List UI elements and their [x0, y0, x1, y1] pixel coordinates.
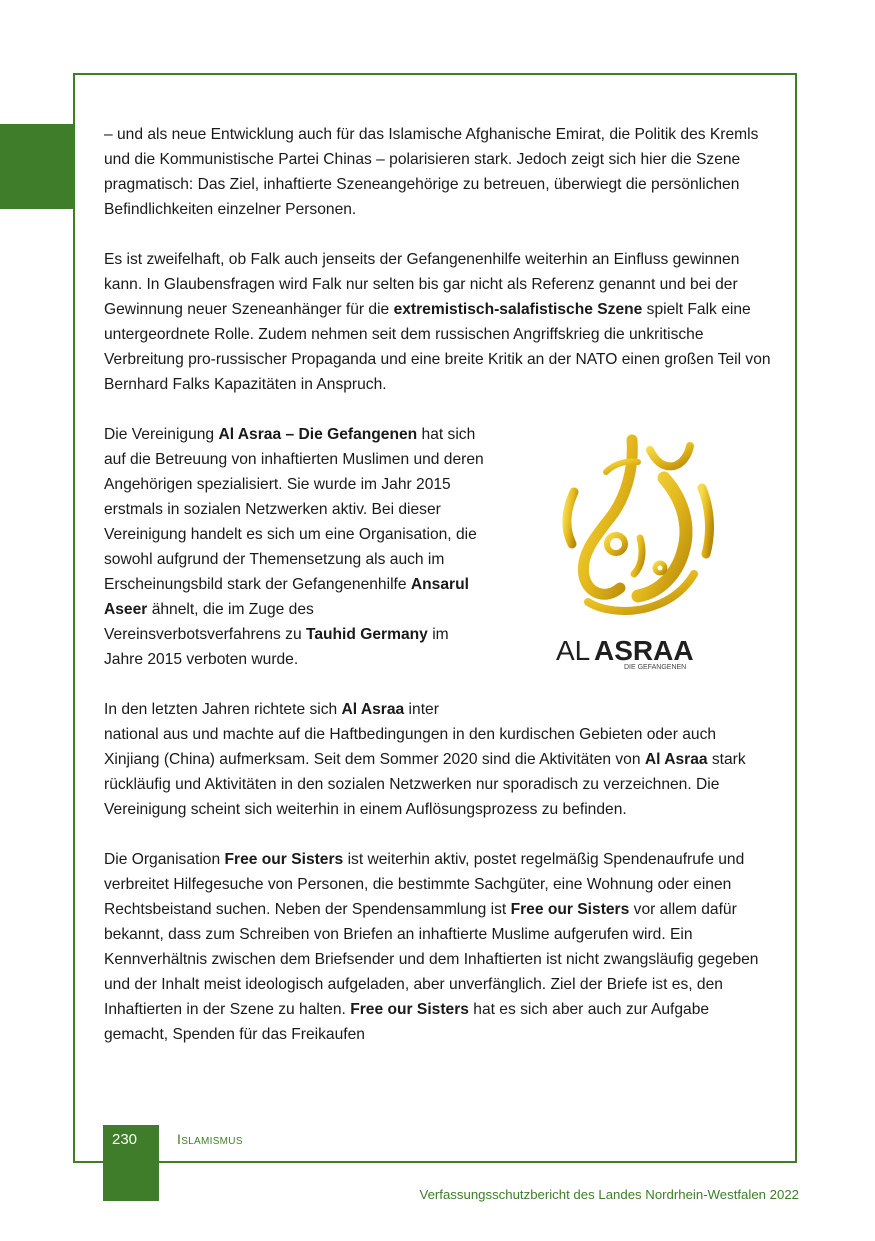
al-asraa-logo-graphic: [514, 428, 746, 680]
logo-text-bold: ASRAA: [594, 635, 694, 666]
logo-subtitle: DIE GEFANGENEN: [624, 664, 687, 671]
page-number: 230: [103, 1125, 159, 1201]
paragraph-5: Die Organisation Free our Sisters ist weiterhin aktiv, postet regelmäßig Spendenaufrufe und verbreitet Hilfegesuche von Personen, die bestimmte Sachgüter, eine Wohnung oder einen Rechtsbeistand suchen. Neben der Spendensammlung ist Free our Sisters vor allem dafür bekannt, dass zum Schreiben von Briefen an inhaftierte Muslime aufgerufen wird. Ein Kennverhältnis zwischen dem Briefsender und dem Inhaftierten ist nicht zwangsläufig gegeben und der Inhalt meist ideologisch aufgeladen, aber unverfänglich. Ziel der Briefe ist es, den Inhaftierten in der Szene zu halten. Free our Sisters hat es sich aber auch zur Aufgabe gemacht, Spenden für das Freikaufen: [104, 851, 759, 1043]
chapter-tab: [0, 124, 75, 209]
section-title: Islamismus: [177, 1131, 243, 1147]
paragraph-4: In den letzten Jahren richtete sich Al Asraa inter national aus und machte auf die Haftbedingungen in den kurdischen Gebieten oder auch Xinjiang (China) aufmerksam. Seit dem Sommer 2020 sind die Aktivitäten von Al Asraa stark rückläufig und Aktivitäten in den sozialen Netzwerken nur sporadisch zu verzeichnen. Die Vereinigung scheint sich weiterhin in einem Auflösungsprozess zu befinden.: [104, 701, 746, 818]
logo-text-light: AL: [556, 635, 591, 666]
paragraph-2: Es ist zweifelhaft, ob Falk auch jenseits der Gefangenenhilfe weiterhin an Einfluss gewinnen kann. In Glaubensfragen wird Falk nur selten bis gar nicht als Referenz genannt und bei der Gewinnung neuer Szeneanhänger für die extremistisch-salafistische Szene spielt Falk eine untergeordnete Rolle. Zudem nehmen seit dem russischen Angriffskrieg die unkritische Verbreitung pro-russischer Propaganda und eine breite Kritik an der NATO einen großen Teil von Bernhard Falks Kapazitäten in Anspruch.: [104, 251, 771, 393]
calligraphy-emblem: [567, 440, 710, 611]
paragraph-1: – und als neue Entwicklung auch für das Islamische Afghanische Emirat, die Politik des Kremls und die Kommunistische Partei Chinas – polarisieren stark. Jedoch zeigt sich hier die Szene pragmatisch: Das Ziel, inhaftierte Szeneangehörige zu betreuen, überwiegt die persönlichen Befindlichkeiten einzelner Personen.: [104, 126, 759, 218]
logo-wordmark: [556, 635, 694, 671]
footer-publication: Verfassungsschutzbericht des Landes Nordrhein-Westfalen 2022: [419, 1187, 799, 1202]
al-asraa-logo: [514, 428, 746, 680]
paragraph-3: Die Vereinigung Al Asraa – Die Gefangenen hat sich auf die Betreuung von inhaftierten Muslimen und deren Angehörigen spezialisiert. Sie wurde im Jahr 2015 erstmals in sozialen Netzwerken aktiv. Bei dieser Vereinigung handelt es sich um eine Organisation, die sowohl aufgrund der Themensetzung als auch im Erscheinungsbild stark der Gefangenenhilfe Ansarul Aseer ähnelt, die im Zuge des Vereinsverbotsverfahrens zu Tauhid Germany im Jahre 2015 verboten wurde.: [104, 426, 484, 668]
